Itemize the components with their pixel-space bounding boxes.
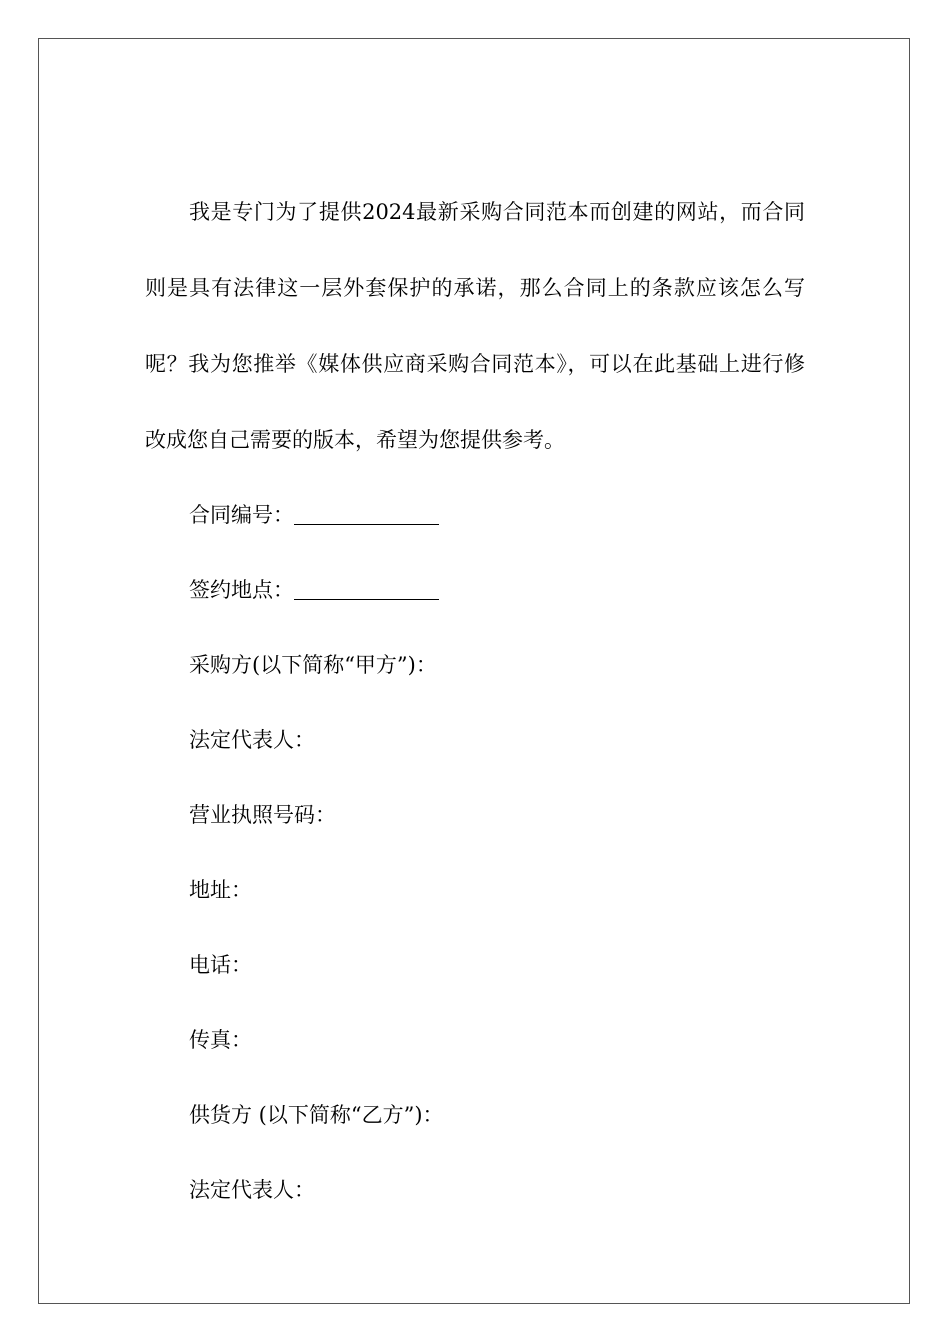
contract-number-blank [294, 523, 439, 525]
sign-place-label: 签约地点： [189, 578, 294, 602]
buyer-representative: 法定代表人： [189, 728, 315, 752]
phone-field: 电话： [189, 953, 252, 977]
fax-field: 传真： [189, 1028, 252, 1052]
document-body [145, 200, 805, 1228]
sign-place-blank [294, 598, 439, 600]
supplier-representative: 法定代表人： [189, 1178, 315, 1202]
sign-place-field [145, 553, 805, 628]
business-license-number: 营业执照号码： [189, 803, 336, 827]
buyer-heading: 采购方(以下简称“甲方”)： [189, 653, 437, 677]
intro-paragraph: 我是专门为了提供2024最新采购合同范本而创建的网站，而合同则是具有法律这一层外套保护的承诺，那么合同上的条款应该怎么写呢？我为您推举《媒体供应商采购合同范本》，可以在此基础上进行修改成您自己需要的版本，希望为您提供参考。 [145, 200, 805, 452]
contract-number-label: 合同编号： [189, 503, 294, 527]
supplier-heading: 供货方 (以下简称“乙方”)： [189, 1103, 444, 1127]
address-field: 地址： [189, 878, 252, 902]
contract-number-field [145, 478, 805, 553]
